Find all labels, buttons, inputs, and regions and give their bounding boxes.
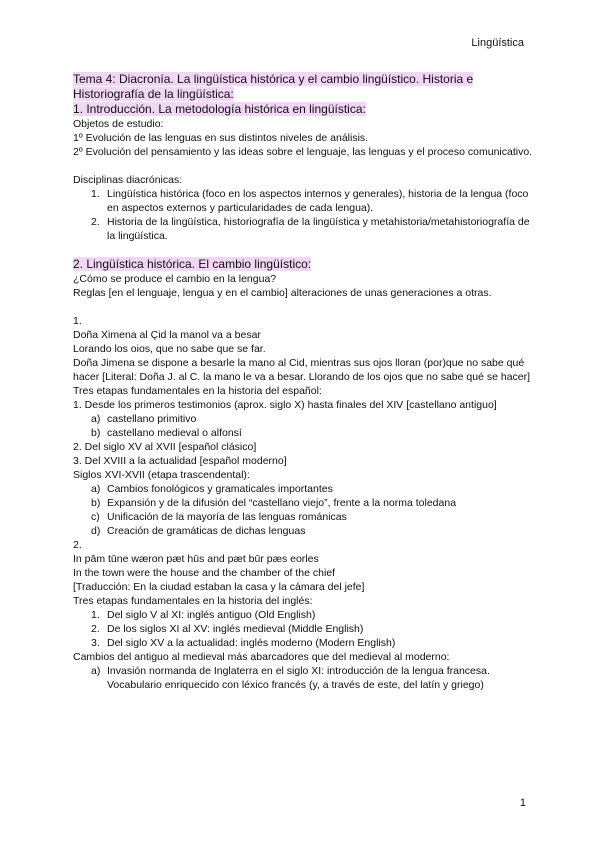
list-item: 1. Lingüística histórica (foco en los aspectos internos y generales), historia de la lengua (foco en aspectos externos y particularidades de cada lengua). <box>91 188 529 214</box>
running-header: Lingüística <box>471 37 524 49</box>
etapa-1-sublist <box>73 412 533 440</box>
list-item: a) Invasión normanda de Inglaterra en el siglo XI: introducción de la lengua francesa. Vocabulario enriquecido con léxico francés (y, a través de este, del latín y griego) <box>91 665 490 691</box>
tres-etapas-ingles: Tres etapas fundamentales en la historia del inglés: <box>73 595 313 607</box>
objetivo-1: 1º Evolución de las lenguas en sus distintos niveles de análisis. <box>73 132 369 144</box>
document-body <box>73 72 533 692</box>
spacer <box>73 300 533 314</box>
old-english-line: In pām tūne wæron pæt hūs and pæt būr pæs eorles <box>73 553 319 565</box>
english-line: In the town were the house and the chamber of the chief <box>73 567 336 579</box>
section-2-heading: 2. Lingüística histórica. El cambio lingüístico: <box>73 257 312 271</box>
list-item: 2. Historia de la lingüística, historiografía de la lingüística y metahistoria/metahistoriografía de la lingüística. <box>91 216 530 242</box>
ingles-list <box>73 608 533 650</box>
cambios-label: Cambios del antiguo al medieval más abarcadores que del medieval al moderno: <box>73 651 450 663</box>
cambios-list <box>73 664 533 692</box>
list-item: 3. Del siglo XV a la actualidad: inglés moderno (Modern English) <box>91 637 396 649</box>
spacer <box>73 159 533 173</box>
example-number-2: 2. <box>73 539 82 551</box>
list-item: 2. De los siglos XI al XV: inglés medieval (Middle English) <box>91 623 364 635</box>
example-number-1: 1. <box>73 315 82 327</box>
question: ¿Cómo se produce el cambio en la lengua? <box>73 273 277 285</box>
cid-translation: Doña Jimena se dispone a besarle la mano al Cid, mientras sus ojos lloran (por)que no sabe qué hacer [Literal: Doña J. al C. la mano le va a besar. Llorando de los ojos que no sabe qué se hacer] <box>73 357 531 383</box>
list-item: c) Unificación de la mayoría de las lenguas románicas <box>91 511 347 523</box>
section-1-heading: 1. Introducción. La metodología histórica en lingüística: <box>73 102 366 116</box>
page-title: Tema 4: Diacronía. La lingüística histórica y el cambio lingüístico. Historia e Historiografía de la lingüística: <box>73 72 474 101</box>
tres-etapas-espanol: Tres etapas fundamentales en la historia del español: <box>73 385 322 397</box>
list-item: b) Expansión y de la difusión del “castellano viejo”, frente a la norma toledana <box>91 497 457 509</box>
objetivo-2: 2º Evolución del pensamiento y las ideas sobre el lenguaje, las lenguas y el proceso comunicativo. <box>73 146 533 158</box>
list-item: a) castellano primitivo <box>91 413 197 425</box>
objetos-label: Objetos de estudio: <box>73 118 164 130</box>
etapa-espanol-2: 2. Del siglo XV al XVII [español clásico] <box>73 441 257 453</box>
etapa-espanol-1: 1. Desde los primeros testimonios (aprox. siglo X) hasta finales del XIV [castellano antiguo] <box>73 399 497 411</box>
cid-verse-1: Doña Ximena al Çid la manol va a besar <box>73 329 261 341</box>
page-number: 1 <box>519 797 526 809</box>
cid-verse-2: Lorando los oios, que no sabe que se far. <box>73 343 266 355</box>
list-item: a) Cambios fonológicos y gramaticales importantes <box>91 483 333 495</box>
reglas: Reglas [en el lenguaje, lengua y en el cambio] alteraciones de unas generaciones a otras. <box>73 287 492 299</box>
siglos-list <box>73 482 533 538</box>
siglos-label: Siglos XVI-XVII (etapa trascendental): <box>73 469 250 481</box>
disciplinas-list <box>73 187 533 243</box>
spacer <box>73 243 533 257</box>
traduccion-line: [Traducción: En la ciudad estaban la casa y la cámara del jefe] <box>73 581 365 593</box>
disciplinas-label: Disciplinas diacrónicas: <box>73 174 183 186</box>
etapa-espanol-3: 3. Del XVIII a la actualidad [español moderno] <box>73 455 287 467</box>
list-item: d) Creación de gramáticas de dichas lenguas <box>91 525 306 537</box>
list-item: b) castellano medieval o alfonsí <box>91 427 242 439</box>
list-item: 1. Del siglo V al XI: inglés antiguo (Old English) <box>91 609 316 621</box>
